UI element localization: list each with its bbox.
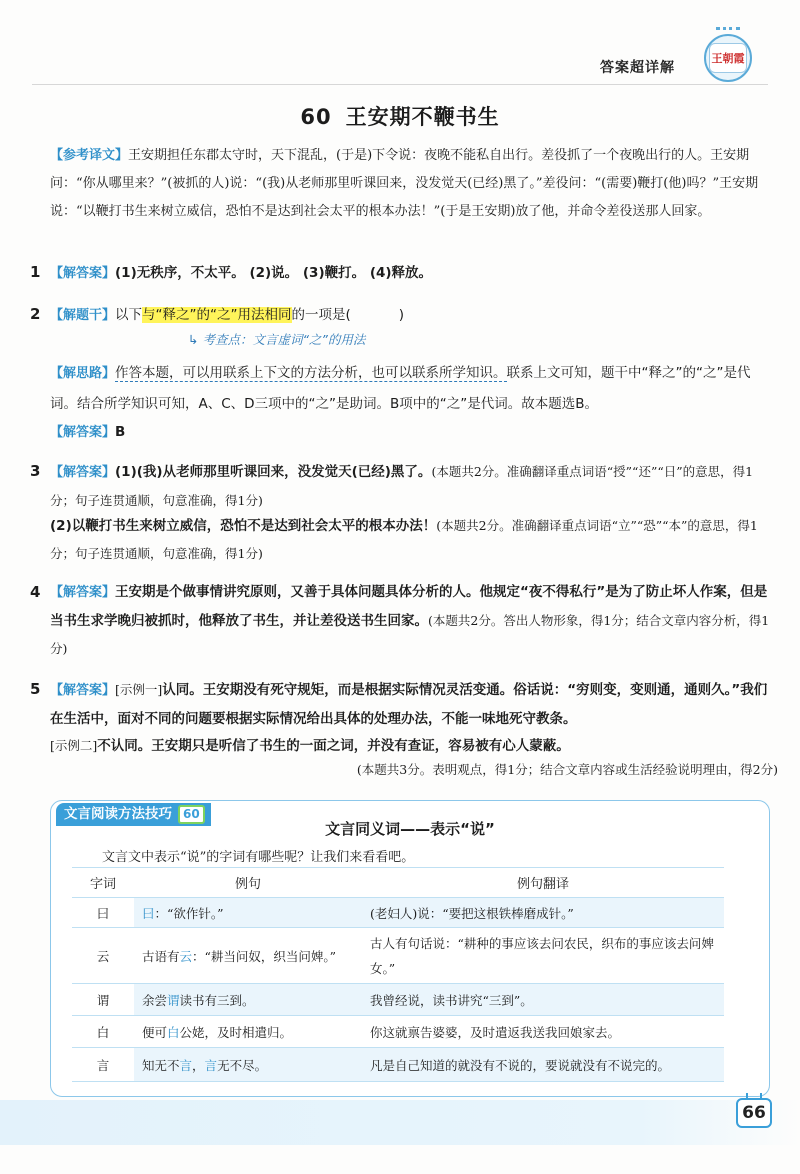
- table-header-example: 例句: [134, 868, 362, 898]
- q1-text: (1)无秩序，不太平。 (2)说。 (3)鞭打。 (4)释放。: [115, 265, 433, 281]
- method-title: 文言同义词——表示“说”: [325, 820, 495, 838]
- q2-note-text: 考查点：文言虚词“之”的用法: [202, 332, 366, 347]
- row-keyword-2: 言: [204, 1057, 218, 1073]
- question-3-part-1: [50, 458, 770, 515]
- header-label: 答案超详解: [600, 60, 675, 76]
- q4-scoring: (本题共2分。答出人物形象，得1分；结合文章内容分析，得1分): [50, 613, 770, 656]
- reference-translation: [50, 142, 770, 226]
- question-3-part-2: [50, 512, 770, 568]
- row-word: 云: [72, 928, 134, 984]
- table-header-translation: 例句翻译: [362, 868, 724, 898]
- page-number: 66: [736, 1098, 772, 1128]
- row-word: 言: [72, 1048, 134, 1082]
- page-title: [0, 101, 800, 131]
- q2-answer: [50, 418, 770, 447]
- q5-ex1-text: 认同。王安期没有死守规矩，而是根据实际情况灵活变通。俗话说：“穷则变，变则通，通则久。”我们在生活中，面对不同的问题要根据实际情况给出具体的处理办法，不能一味地死守教条。: [50, 682, 768, 727]
- q2-approach: [50, 358, 770, 419]
- translation-tag: 【参考译文】: [50, 148, 129, 163]
- q2-approach-underlined: 作答本题，可以用联系上下文的方法分析，也可以联系所学知识。: [115, 365, 507, 381]
- question-1-answer: [50, 259, 770, 288]
- row-word: 曰: [72, 898, 134, 928]
- synonym-table: [72, 867, 724, 1082]
- q5-ex2-label: [示例二]: [50, 738, 98, 753]
- row-translation: (老妇人)说：“要把这根铁棒磨成针。”: [362, 898, 724, 928]
- q3-p1-scoring: (本题共2分。准确翻译重点词语“授”“还”“日”的意思，得1分；句子连贯通顺，句意准确，得1分): [50, 464, 754, 508]
- table-row: [72, 898, 724, 928]
- question-2-number: 2: [30, 305, 41, 323]
- q2-stem-highlight: 与“释之”的“之”用法相同: [142, 307, 292, 323]
- q3-p2-scoring: (本题共2分。准确翻译重点词语“立”“恐”“本”的意思，得1分；句子连贯通顺，句意准确，得1分): [50, 518, 758, 561]
- q2-stem-close: ): [398, 307, 405, 323]
- row-translation: 你这就禀告婆婆，及时遣返我送我回娘家去。: [362, 1016, 724, 1048]
- row-keyword: 谓: [167, 992, 180, 1008]
- method-intro: 文言文中表示“说”的字词有哪些呢？让我们来看看吧。: [102, 850, 415, 865]
- brand-logo: [704, 34, 752, 82]
- question-5-number: 5: [30, 680, 41, 698]
- row-example: 曰：“欲作针。”: [134, 898, 362, 928]
- lesson-number: 60: [300, 105, 332, 129]
- footer-band: [0, 1100, 800, 1145]
- row-keyword: 言: [179, 1057, 193, 1073]
- question-5-example-1: [50, 676, 770, 733]
- translation-text: 王安期担任东郡太守时，天下混乱，(于是)下令说：夜晚不能私自出行。差役抓了一个夜晚出行的人。王安期问：“你从哪里来？”(被抓的人)说：“(我)从老师那里听课回来，没发觉天(已经)黑了。”差役问：“(需要)鞭打(他)吗？”王安期说：“以鞭打书生来树立威信，恐怕不是达到社会太平的根本办法！”(于是王安期)放了他，并命令差役送那人回家。: [50, 148, 759, 219]
- row-word: 谓: [72, 984, 134, 1016]
- row-keyword: 白: [167, 1024, 180, 1040]
- q5-ex2-text: 不认同。王安期只是听信了书生的一面之词，并没有查证，容易被有心人蒙蔽。: [97, 738, 570, 754]
- q2-stem-pre: 以下: [115, 307, 143, 323]
- q3-p2-main: (2)以鞭打书生来树立威信，恐怕不是达到社会太平的根本办法！: [50, 518, 437, 534]
- q5-ex1-label: [示例一]: [115, 682, 163, 697]
- brand-logo-text: 王朝霞: [709, 43, 747, 73]
- row-keyword: 云: [179, 948, 193, 964]
- table-row: [72, 1048, 724, 1082]
- table-header-word: 字词: [72, 868, 134, 898]
- q2-answer-tag: 【解答案】: [50, 425, 116, 440]
- table-row: [72, 984, 724, 1016]
- question-4-answer: [50, 578, 770, 663]
- q2-approach-tag: 【解思路】: [50, 366, 116, 381]
- q3-p1-main: (1)(我)从老师那里听课回来，没发觉天(已经)黑了。: [115, 464, 432, 480]
- q5-tag: 【解答案】: [50, 683, 116, 698]
- q2-note: [188, 326, 588, 354]
- row-example: 古语有云：“耕当问奴，织当问婢。”: [134, 928, 362, 984]
- q5-scoring-line: [50, 756, 778, 784]
- row-keyword: 曰: [142, 905, 155, 921]
- row-translation: 古人有句话说：“耕种的事应该去问农民，织布的事应该去问婢女。”: [362, 928, 724, 984]
- q3-tag: 【解答案】: [50, 465, 116, 480]
- row-translation: 我曾经说，读书讲究“三到”。: [362, 984, 724, 1016]
- q5-scoring: (本题共3分。表明观点，得1分；结合文章内容或生活经验说明理由，得2分): [356, 762, 778, 777]
- method-tab-number: 60: [178, 805, 205, 824]
- q2-approach-rest: 联系上文可知，题干中“释之”的“之”是代词。结合所学知识可知，A、C、D三项中的“之”是助词。B项中的“之”是代词。故本题选B。: [50, 365, 751, 412]
- q2-arrow-icon: ↳: [188, 332, 203, 347]
- method-tab-label: 文言阅读方法技巧: [64, 806, 172, 822]
- question-4-number: 4: [30, 583, 41, 601]
- row-word: 白: [72, 1016, 134, 1048]
- lesson-title: 王安期不鞭书生: [345, 105, 500, 129]
- table-header-row: [72, 868, 724, 898]
- q4-main: 王安期是个做事情讲究原则，又善于具体问题具体分析的人。他规定“夜不得私行”是为了防止坏人作案，但是当书生求学晚归被抓时，他释放了书生，并让差役送书生回家。: [50, 584, 768, 629]
- q2-answer-text: B: [115, 424, 126, 440]
- row-example: 余尝谓读书有三到。: [134, 984, 362, 1016]
- q1-tag: 【解答案】: [50, 266, 116, 281]
- q4-tag: 【解答案】: [50, 585, 116, 600]
- row-example: 知无不言，言无不尽。: [134, 1048, 362, 1082]
- row-translation: 凡是自己知道的就没有不说的，要说就没有不说完的。: [362, 1048, 724, 1082]
- row-example: 便可白公姥，及时相遣归。: [134, 1016, 362, 1048]
- q2-tag: 【解题干】: [50, 308, 116, 323]
- question-3-number: 3: [30, 462, 41, 480]
- header-divider: [32, 84, 768, 85]
- question-1-number: 1: [30, 263, 41, 281]
- table-row: [72, 1016, 724, 1048]
- table-row: [72, 928, 724, 984]
- q2-stem-post: 的一项是(: [291, 307, 351, 323]
